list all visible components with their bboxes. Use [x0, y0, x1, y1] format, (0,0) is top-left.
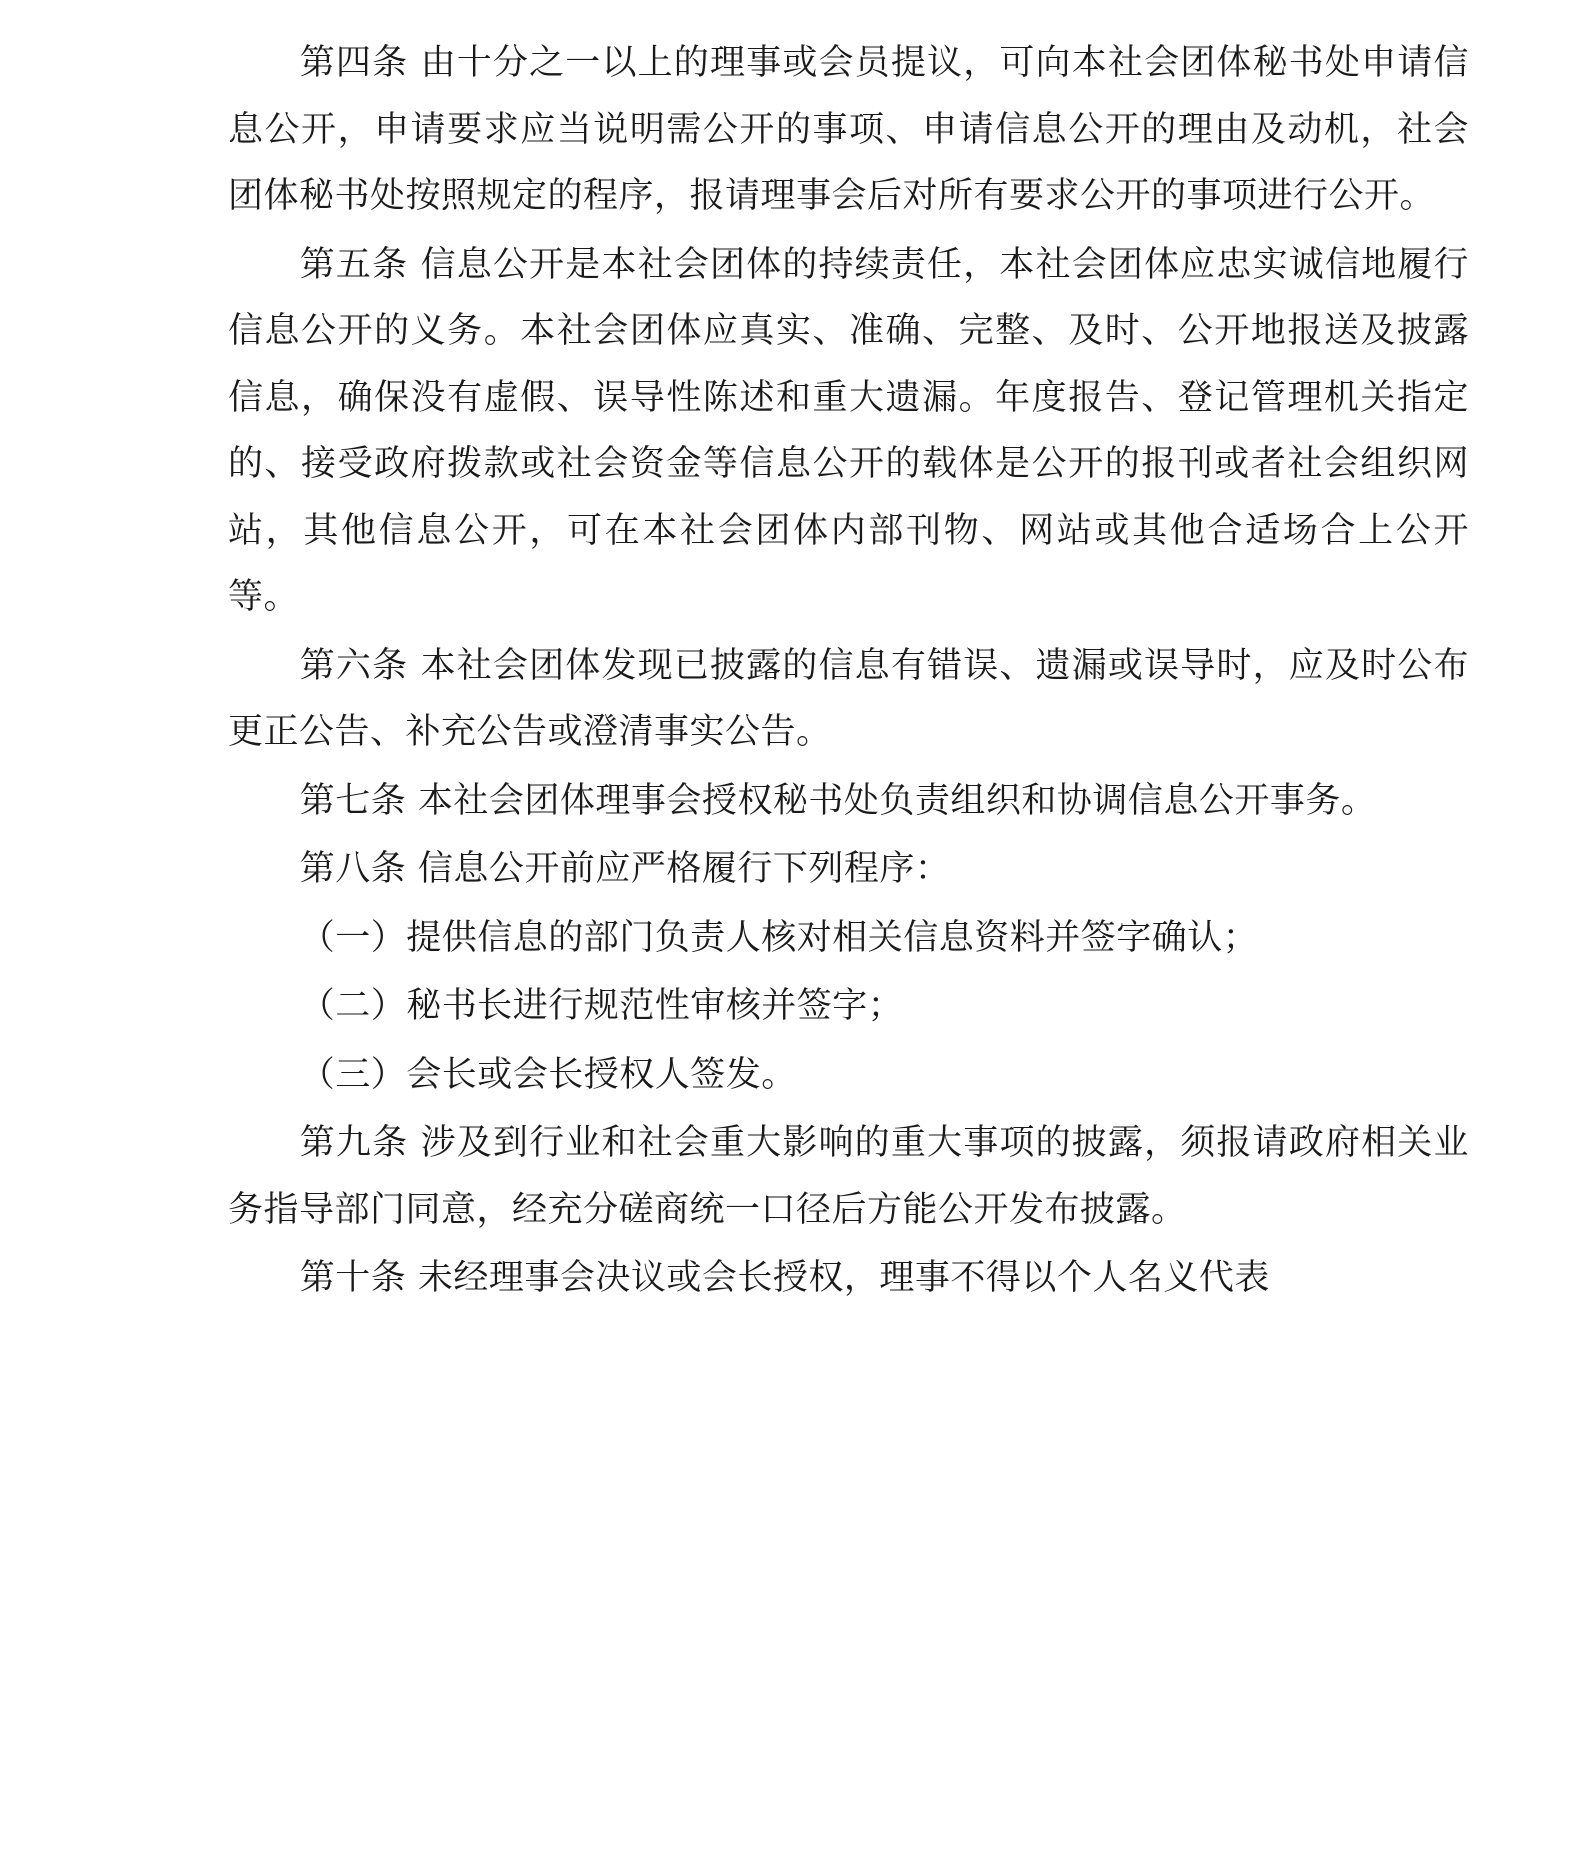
- paragraph-item-3: （三）会长或会长授权人签发。: [299, 1054, 797, 1095]
- paragraph-article-8: 第八条 信息公开前应严格履行下列程序：: [299, 849, 951, 889]
- paragraph-article-5: 第五条 信息公开是本社会团体的持续责任，本社会团体应忠实诚信地履行信息公开的义务。本社会团体应真实、准确、完整、及时、公开地报送及披露信息，确保没有虚假、误导性陈述和重大遗漏。年度报告、登记管理机关指定的、接受政府拨款或社会资金等信息公开的载体是公开的报刊或者社会组织网站，其他信息公开，可在本社会团体内部刊物、网站或其他合适场合上公开等。: [228, 244, 1469, 617]
- paragraph-article-4: 第四条 由十分之一以上的理事或会员提议，可向本社会团体秘书处申请信息公开，申请要求应当说明需公开的事项、申请信息公开的理由及动机，社会团体秘书处按照规定的程序，报请理事会后对所有要求公开的事项进行公开。: [228, 43, 1469, 216]
- paragraph-article-7: 第七条 本社会团体理事会授权秘书处负责组织和协调信息公开事务。: [299, 780, 1377, 821]
- paragraph-item-2: （二）秘书长进行规范性审核并签字；: [299, 986, 904, 1026]
- paragraph-article-10: 第十条 未经理事会决议或会长授权，理事不得以个人名义代表: [299, 1258, 1270, 1298]
- paragraph-item-1: （一）提供信息的部门负责人核对相关信息资料并签字确认；: [299, 917, 1259, 958]
- paragraph-article-9: 第九条 涉及到行业和社会重大影响的重大事项的披露，须报请政府相关业务指导部门同意，经充分磋商统一口径后方能公开发布披露。: [228, 1123, 1469, 1230]
- paragraph-article-6: 第六条 本社会团体发现已披露的信息有错误、遗漏或误导时，应及时公布更正公告、补充公告或澄清事实公告。: [228, 645, 1469, 752]
- document-body: [228, 30, 1469, 1312]
